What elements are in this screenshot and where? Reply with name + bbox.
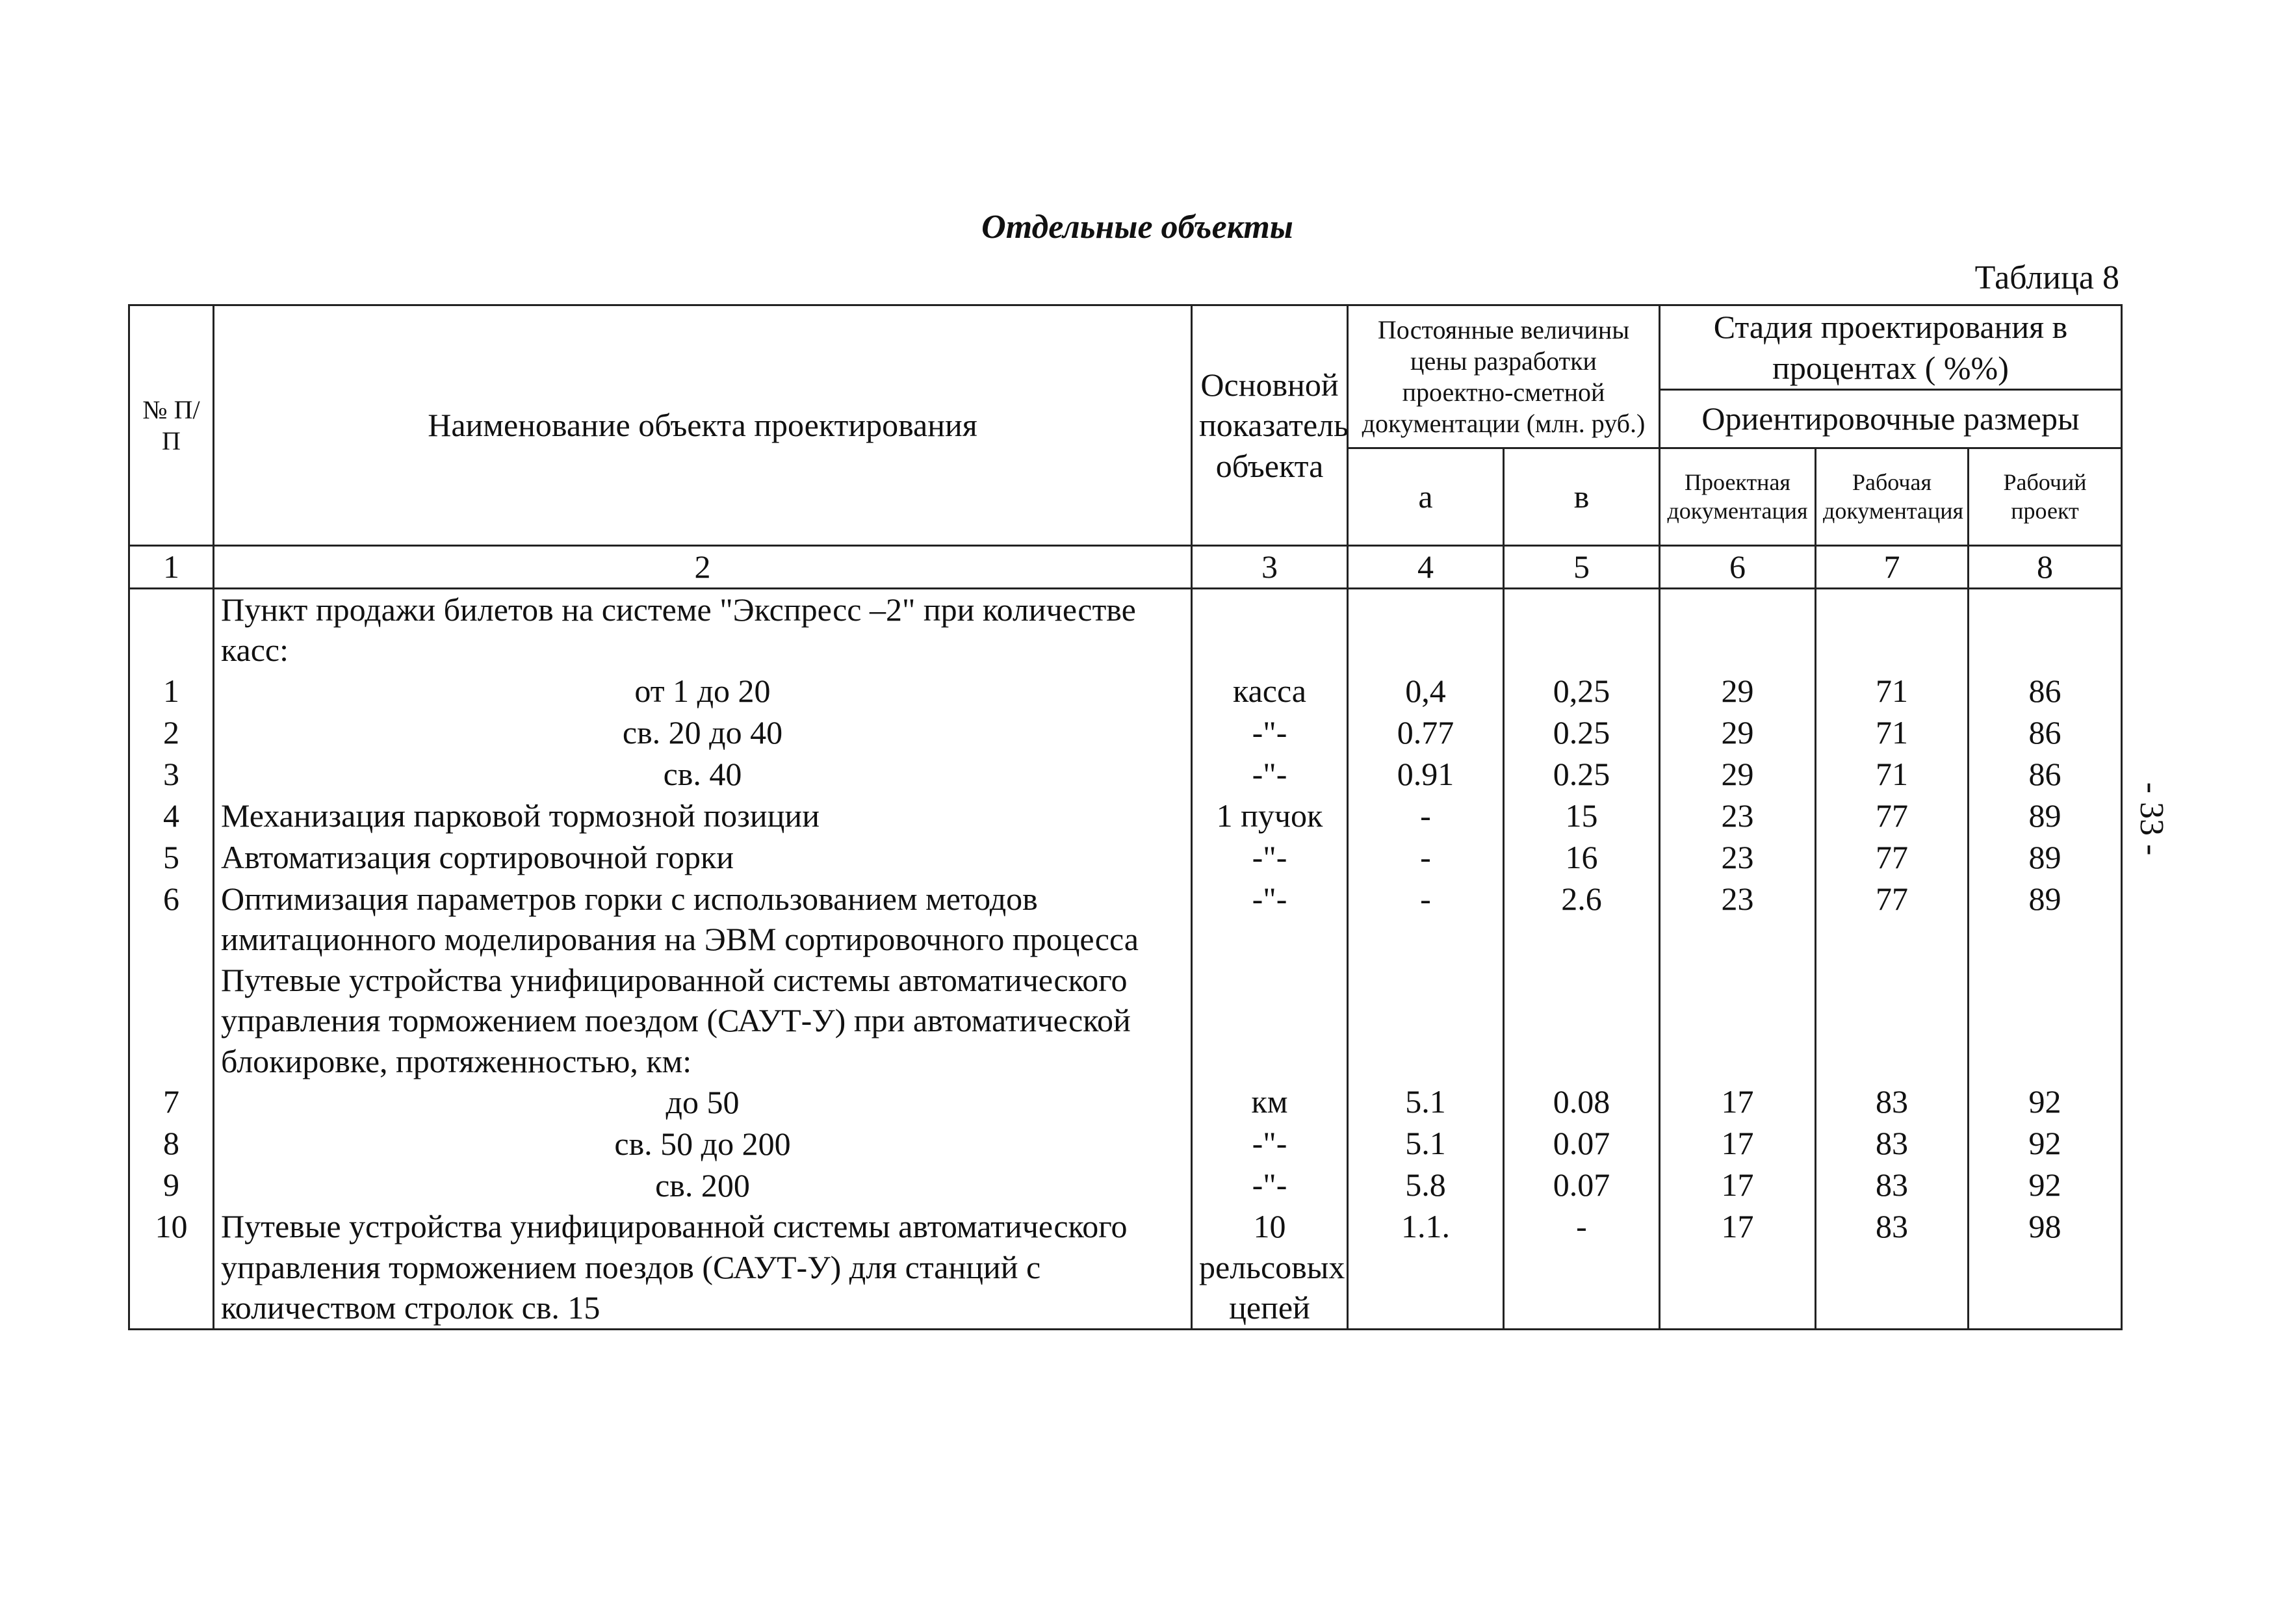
row-number-cell: 10 [129,1206,214,1329]
value-b-cell: 0.07 [1504,1165,1660,1206]
working-doc-cell: 71 [1816,754,1969,795]
row-number-cell: 2 [129,712,214,754]
table-row [129,1123,2122,1165]
indicator-cell: км [1192,1081,1348,1123]
working-doc-cell: 71 [1816,671,1969,712]
object-name-cell: Пункт продажи билетов на системе "Экспресс –2" при количестве касс: [214,588,1192,671]
table-row [129,879,2122,960]
project-doc-cell: 17 [1660,1123,1816,1165]
column-number: 3 [1192,546,1348,589]
working-project-cell [1969,960,2122,1082]
indicator-cell: касса [1192,671,1348,712]
working-project-cell: 92 [1969,1081,2122,1123]
working-doc-cell: 83 [1816,1123,1969,1165]
value-b-cell: 0.25 [1504,754,1660,795]
value-a-cell: - [1348,795,1504,837]
value-a-cell: 5.8 [1348,1165,1504,1206]
header-num: № П/П [129,305,214,546]
value-b-cell: 0.07 [1504,1123,1660,1165]
indicator-cell: -"- [1192,837,1348,879]
working-project-cell: 86 [1969,671,2122,712]
working-doc-cell: 83 [1816,1206,1969,1329]
table-row [129,1165,2122,1206]
value-b-cell [1504,960,1660,1082]
row-number-cell: 9 [129,1165,214,1206]
table-row [129,795,2122,837]
header-constant-values: Постоянные величины цены разработки проектно-сметной документации (млн. руб.) [1348,305,1660,448]
value-b-cell: - [1504,1206,1660,1329]
row-number-cell: 7 [129,1081,214,1123]
working-project-cell: 98 [1969,1206,2122,1329]
value-a-cell: 1.1. [1348,1206,1504,1329]
value-b-cell: 0.08 [1504,1081,1660,1123]
project-doc-cell: 23 [1660,837,1816,879]
object-name-cell: до 50 [214,1081,1192,1123]
working-project-cell: 89 [1969,837,2122,879]
table-header [129,305,2122,589]
row-number-cell: 5 [129,837,214,879]
value-a-cell: 0,4 [1348,671,1504,712]
project-doc-cell: 23 [1660,795,1816,837]
project-doc-cell: 23 [1660,879,1816,960]
value-a-cell: 5.1 [1348,1123,1504,1165]
indicator-cell: -"- [1192,712,1348,754]
object-name-cell: св. 40 [214,754,1192,795]
header-indicator: Основной показатель объекта [1192,305,1348,546]
value-b-cell: 15 [1504,795,1660,837]
working-doc-cell: 77 [1816,795,1969,837]
project-doc-cell: 29 [1660,754,1816,795]
object-name-cell: Оптимизация параметров горки с использованием методов имитационного моделирования на ЭВМ сортировочного процесса [214,879,1192,960]
object-name-cell: Путевые устройства унифицированной системы автоматического управления торможением поездов (САУТ-У) для станций с количеством стролок св. 15 [214,1206,1192,1329]
value-a-cell: 5.1 [1348,1081,1504,1123]
indicator-cell: -"- [1192,1123,1348,1165]
row-number-cell [129,960,214,1082]
column-number: 1 [129,546,214,589]
table-row [129,960,2122,1082]
object-name-cell: св. 200 [214,1165,1192,1206]
project-doc-cell: 29 [1660,712,1816,754]
working-doc-cell: 83 [1816,1081,1969,1123]
objects-table [128,304,2123,1330]
value-b-cell: 16 [1504,837,1660,879]
header-approx-sizes: Ориентировочные размеры [1660,390,2122,448]
working-project-cell: 89 [1969,795,2122,837]
header-col-b: в [1504,448,1660,546]
working-doc-cell: 77 [1816,879,1969,960]
working-doc-cell: 83 [1816,1165,1969,1206]
indicator-cell [1192,588,1348,671]
value-a-cell: 0.77 [1348,712,1504,754]
value-b-cell: 2.6 [1504,879,1660,960]
header-working-doc: Рабочая документация [1816,448,1969,546]
header-name: Наименование объекта проектирования [214,305,1192,546]
value-a-cell: - [1348,837,1504,879]
table-body [129,588,2122,1329]
indicator-cell: 10 рельсовых цепей [1192,1206,1348,1329]
project-doc-cell: 17 [1660,1081,1816,1123]
indicator-cell: -"- [1192,879,1348,960]
project-doc-cell: 17 [1660,1206,1816,1329]
working-doc-cell [1816,588,1969,671]
working-project-cell: 89 [1969,879,2122,960]
indicator-cell: 1 пучок [1192,795,1348,837]
column-number: 5 [1504,546,1660,589]
column-number: 7 [1816,546,1969,589]
object-name-cell: св. 50 до 200 [214,1123,1192,1165]
value-a-cell [1348,960,1504,1082]
column-number: 2 [214,546,1192,589]
row-number-cell: 6 [129,879,214,960]
value-a-cell [1348,588,1504,671]
table-row [129,1206,2122,1329]
project-doc-cell: 17 [1660,1165,1816,1206]
row-number-cell: 1 [129,671,214,712]
table-row [129,837,2122,879]
row-number-cell: 3 [129,754,214,795]
project-doc-cell [1660,588,1816,671]
header-project-doc: Проектная документация [1660,448,1816,546]
table-row [129,1081,2122,1123]
working-doc-cell: 77 [1816,837,1969,879]
row-number-cell [129,588,214,671]
column-number: 6 [1660,546,1816,589]
table-row [129,671,2122,712]
working-project-cell [1969,588,2122,671]
header-col-a: а [1348,448,1504,546]
value-a-cell: 0.91 [1348,754,1504,795]
table-row [129,712,2122,754]
value-b-cell: 0.25 [1504,712,1660,754]
value-a-cell: - [1348,879,1504,960]
project-doc-cell: 29 [1660,671,1816,712]
indicator-cell: -"- [1192,1165,1348,1206]
table-label: Таблица 8 [1974,259,2119,296]
table-row [129,754,2122,795]
page-number: - 33 - [2133,782,2170,856]
working-project-cell: 86 [1969,712,2122,754]
working-project-cell: 92 [1969,1165,2122,1206]
object-name-cell: Путевые устройства унифицированной системы автоматического управления торможением поездом (САУТ-У) при автоматической блокировке, протяженностью, км: [214,960,1192,1082]
object-name-cell: от 1 до 20 [214,671,1192,712]
header-working-project: Рабочий проект [1969,448,2122,546]
value-b-cell: 0,25 [1504,671,1660,712]
indicator-cell [1192,960,1348,1082]
row-number-cell: 8 [129,1123,214,1165]
object-name-cell: Автоматизация сортировочной горки [214,837,1192,879]
indicator-cell: -"- [1192,754,1348,795]
value-b-cell [1504,588,1660,671]
working-doc-cell: 71 [1816,712,1969,754]
header-design-stage: Стадия проектирования в процентах ( %%) [1660,305,2122,390]
column-number: 8 [1969,546,2122,589]
working-project-cell: 86 [1969,754,2122,795]
working-doc-cell [1816,960,1969,1082]
project-doc-cell [1660,960,1816,1082]
column-number: 4 [1348,546,1504,589]
object-name-cell: Механизация парковой тормозной позиции [214,795,1192,837]
working-project-cell: 92 [1969,1123,2122,1165]
table-row [129,588,2122,671]
section-title: Отдельные объекты [981,209,1293,246]
row-number-cell: 4 [129,795,214,837]
object-name-cell: св. 20 до 40 [214,712,1192,754]
